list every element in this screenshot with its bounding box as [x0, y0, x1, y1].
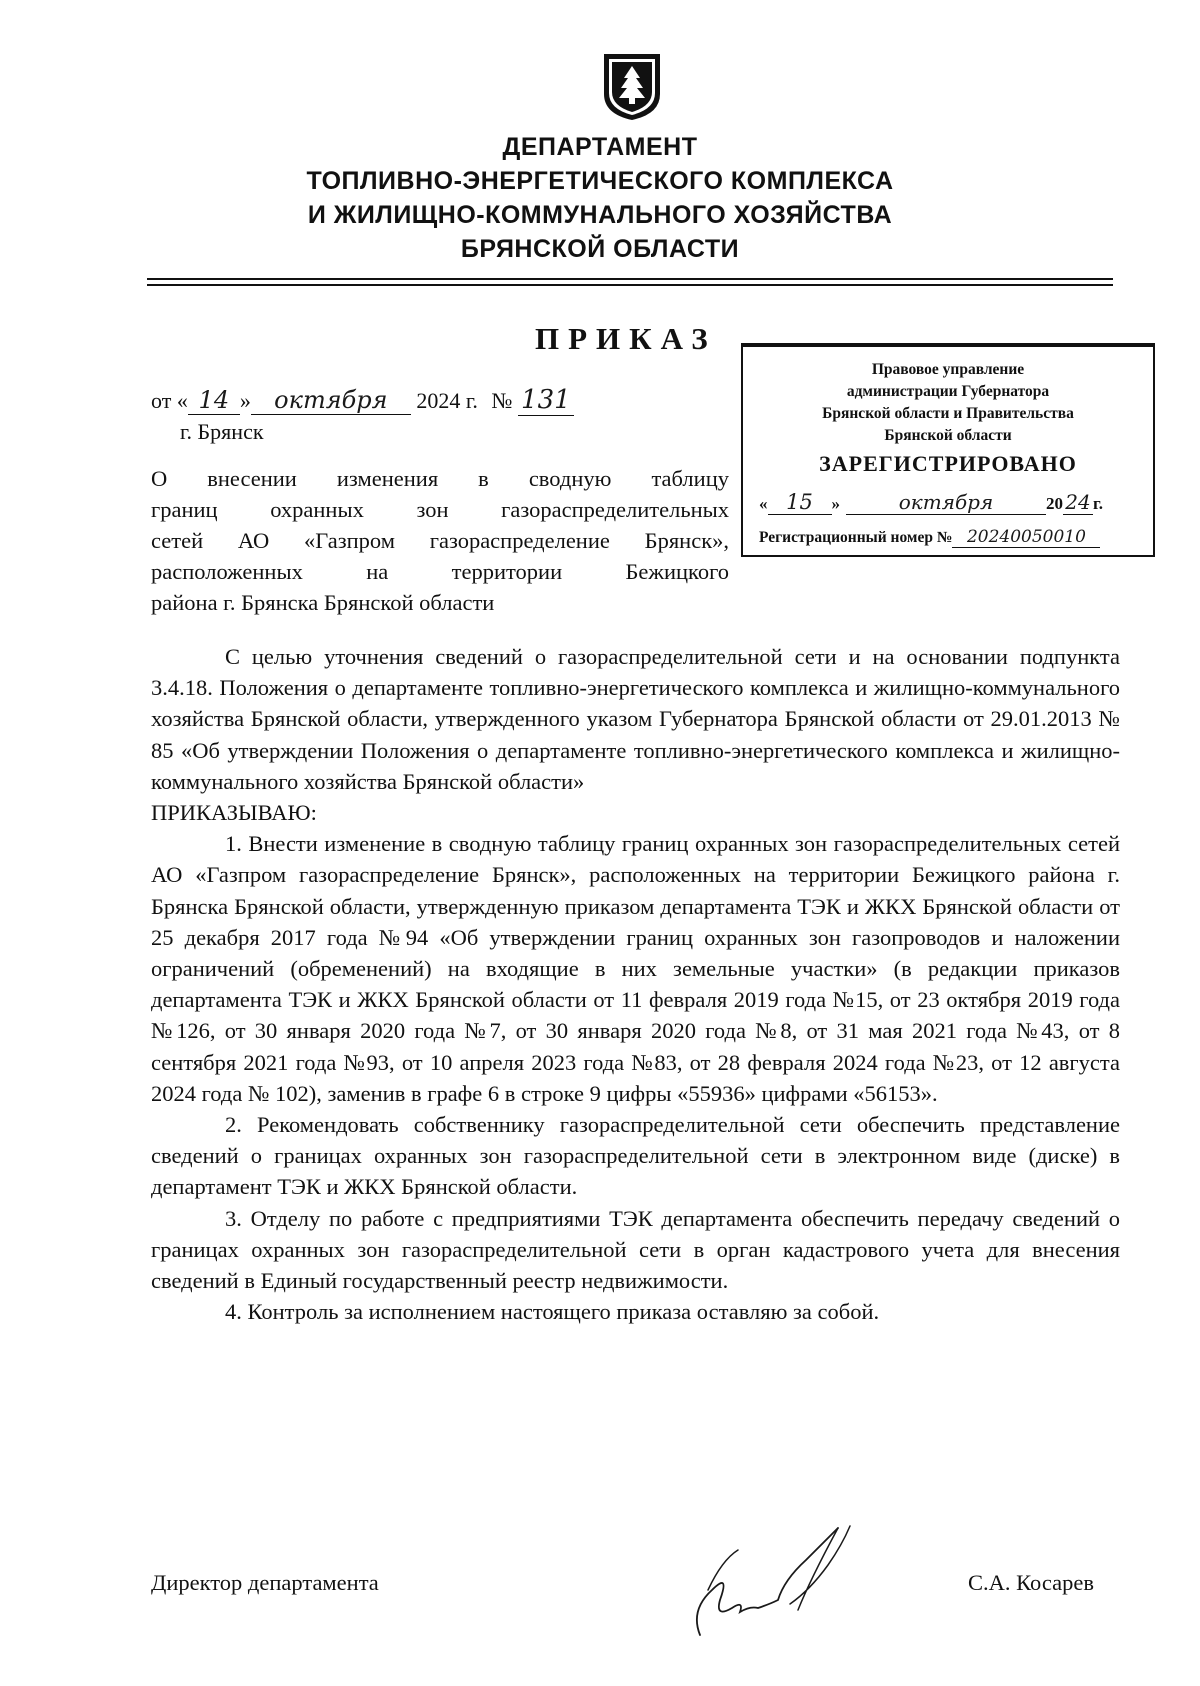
subject-line-4: расположенных на территории Бежицкого [151, 559, 729, 584]
department-title-line-4: БРЯНСКОЙ ОБЛАСТИ [460, 235, 740, 263]
preamble-paragraph: С целью уточнения сведений о газораспределительной сети и на основании подпункта 3.4.18. Положения о департаменте топливно-энергетического комплекса и жилищно-коммунального хозяйства Брянской области, утвержденного указом Губернатора Брянской области от 29.01.2013 № 85 «Об утверждении Положения о департаменте топливно-энергетического комплекса и жилищно-коммунального хозяйства Брянской области» [151, 644, 1120, 794]
stamp-reg-number-line [759, 527, 1100, 548]
order-title: ПРИКАЗ [535, 321, 717, 356]
order-city: г. Брянск [180, 419, 264, 444]
order-item-4: 4. Контроль за исполнением настоящего приказа оставляю за собой. [225, 1299, 880, 1325]
registration-stamp [741, 345, 1155, 557]
subject-line-3: сетей АО «Газпром газораспределение Брянск», [151, 528, 729, 553]
stamp-line-4: Брянской области [884, 427, 1012, 444]
stamp-reg-label: Регистрационный номер № [759, 529, 953, 546]
stamp-year-prefix: 20 [1046, 494, 1063, 513]
date-month: октября [251, 386, 411, 415]
order-word: ПРИКАЗЫВАЮ: [151, 800, 317, 826]
date-prefix: от « [151, 388, 188, 413]
stamp-registered: ЗАРЕГИСТРИРОВАНО [819, 451, 1077, 476]
department-title-line-3: И ЖИЛИЩНО-КОММУНАЛЬНОГО ХОЗЯЙСТВА [307, 201, 893, 229]
stamp-year-end: г. [1093, 494, 1104, 513]
subject-line-2: границ охранных зон газораспределительных [151, 497, 729, 522]
order-item-3: 3. Отделу по работе с предприятиями ТЭК департамента обеспечить передачу сведений о границах охранных зон газораспределительной сети в орган кадастрового учета для внесения сведений в Единый государственный реестр недвижимости. [151, 1205, 1120, 1294]
order-number: 131 [518, 385, 574, 416]
order-date-line [151, 385, 574, 416]
order-item-2: 2. Рекомендовать собственнику газораспределительной сети обеспечить представление сведений о границах охранных зон газораспределительной сети в электронном виде (диске) в департамент ТЭК и ЖКХ Брянской области. [151, 1112, 1120, 1200]
department-title-line-2: ТОПЛИВНО-ЭНЕРГЕТИЧЕСКОГО КОМПЛЕКСА [306, 167, 894, 195]
coat-of-arms-emblem [600, 50, 664, 122]
stamp-line-3: Брянской области и Правительства [822, 405, 1074, 422]
signatory-position: Директор департамента [151, 1570, 379, 1595]
stamp-date-line: « 15 » октября 20 24 г. [759, 490, 1104, 514]
department-title-line-1: ДЕПАРТАМЕНТ [502, 133, 698, 161]
document-body [151, 641, 1120, 1327]
subject-line-1: О внесении изменения в сводную таблицу [151, 466, 729, 491]
date-year: 2024 г. [416, 388, 478, 413]
date-mid: » [239, 388, 251, 413]
order-item-1: 1. Внести изменение в сводную таблицу границ охранных зон газораспределительных сетей АО «Газпром газораспределение Брянск», расположенных на территории Бежицкого района г. Брянска Брянской области, утвержденную приказом департамента ТЭК и ЖКХ Брянской области от 25 декабря 2017 года №94 «Об утверждении границ охранных зон газопроводов и наложении ограничений (обременений) на входящие в них земельные участки» (в редакции приказов департамента ТЭК и ЖКХ Брянской области от 11 февраля 2019 года №15, от 23 октября 2019 года №126, от 30 января 2020 года №7, от 30 января 2020 года №8, от 31 мая 2021 года №43, от 8 сентября 2021 года №93, от 10 апреля 2023 года №83, от 28 февраля 2024 года №23, от 12 августа 2024 года № 102), заменив в графе 6 в строке 9 цифры «55936» цифрами «56153». [151, 831, 1120, 1106]
stamp-line-1: Правовое управление [871, 361, 1025, 378]
stamp-line-2: администрации Губернатора [846, 383, 1050, 400]
handwritten-signature [660, 1520, 880, 1645]
signatory-name: С.А. Косарев [968, 1570, 1094, 1595]
header-divider-top [147, 278, 1113, 280]
stamp-year-suffix: 24 [1063, 490, 1093, 515]
header-divider-bottom [147, 284, 1113, 286]
subject-line-5: района г. Брянска Брянской области [151, 590, 495, 615]
number-label: № [491, 388, 513, 413]
stamp-reg-number: 20240050010 [952, 527, 1100, 548]
stamp-month: октября [846, 490, 1046, 515]
stamp-day: 15 [768, 490, 832, 515]
date-day: 14 [188, 386, 240, 415]
